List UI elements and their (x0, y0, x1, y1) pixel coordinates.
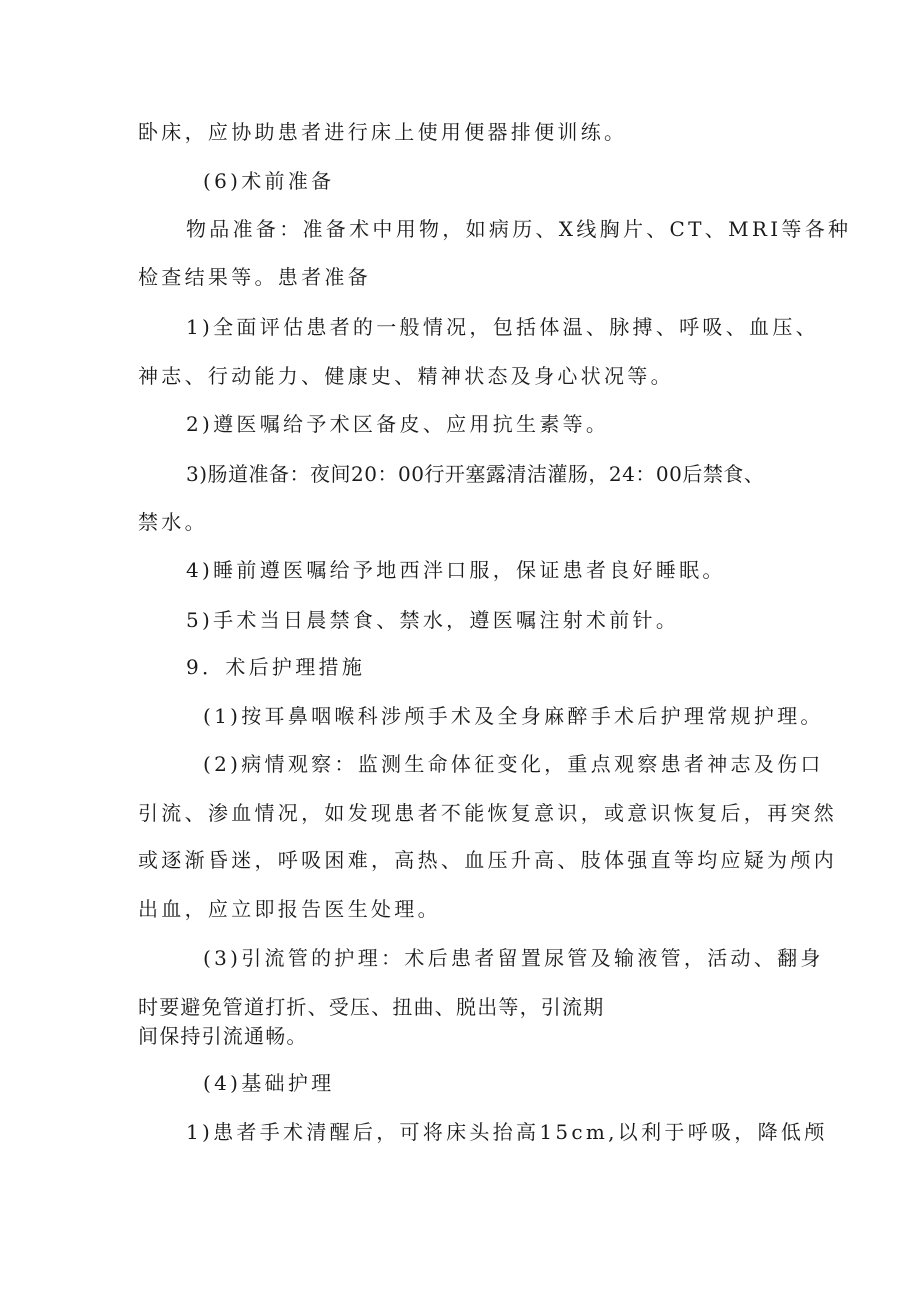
text-line: 时要避免管道打折、受压、扭曲、脱出等，引流期 (138, 995, 605, 1019)
list-item: (1)按耳鼻咽喉科涉颅手术及全身麻醉手术后护理常规护理。 (203, 704, 824, 728)
list-item: (3)引流管的护理：术后患者留置尿管及输液管，活动、翻身 (203, 946, 824, 970)
list-item: 1)全面评估患者的一般情况，包括体温、脉搏、呼吸、血压、 (186, 315, 819, 339)
list-item: 1)患者手术清醒后，可将床头抬高15cm,以利于呼吸，降低颅 (186, 1120, 828, 1144)
text-line: 卧床，应协助患者进行床上使用便器排便训练。 (138, 120, 628, 144)
text-line: 神志、行动能力、健康史、精神状态及身心状况等。 (138, 364, 674, 388)
list-item: 4)睡前遵医嘱给予地西泮口服，保证患者良好睡眠。 (186, 558, 726, 582)
text-line: 禁水。 (138, 510, 208, 534)
text-line: 间保持引流通畅。 (138, 1024, 308, 1048)
text-line: 引流、渗血情况，如发现患者不能恢复意识，或意识恢复后，再突然 (138, 801, 837, 825)
list-item: 2)遵医嘱给予术区备皮、应用抗生素等。 (186, 412, 610, 436)
text-line: 出血，应立即报告医生处理。 (138, 897, 441, 921)
section-heading: (4)基础护理 (203, 1071, 335, 1095)
list-item: 3)肠道准备：夜间20：00行开塞露清洁灌肠，24：00后禁食、 (186, 462, 765, 486)
section-heading: 9．术后护理措施 (186, 655, 366, 679)
list-item: 5)手术当日晨禁食、禁水，遵医嘱注射术前针。 (186, 608, 680, 632)
text-line: 或逐渐昏迷，呼吸困难，高热、血压升高、肢体强直等均应疑为颅内 (138, 848, 837, 872)
text-line: 物品准备：准备术中用物，如病历、X线胸片、CT、MRI等各种 (186, 217, 852, 241)
list-item: (2)病情观察：监测生命体征变化，重点观察患者神志及伤口 (203, 752, 824, 776)
text-line: 检查结果等。患者准备 (138, 265, 371, 289)
section-heading: (6)术前准备 (203, 169, 335, 193)
